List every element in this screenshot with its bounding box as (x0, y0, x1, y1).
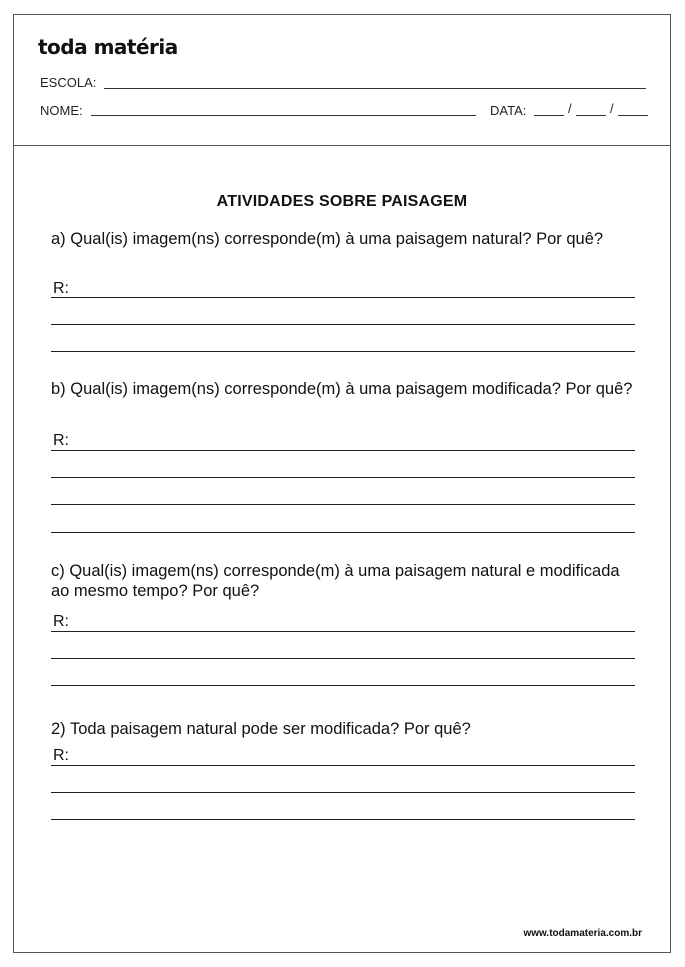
date-day-field[interactable] (534, 115, 564, 116)
answer-line[interactable] (51, 631, 635, 632)
worksheet-header (14, 15, 670, 146)
answer-line[interactable] (51, 819, 635, 820)
answer-line[interactable] (51, 351, 635, 352)
brand-logo: toda matéria (38, 35, 178, 59)
answer-line[interactable] (51, 297, 635, 298)
page-title: ATIVIDADES SOBRE PAISAGEM (216, 193, 468, 210)
answer-line[interactable] (51, 765, 635, 766)
date-year-field[interactable] (618, 115, 648, 116)
answer-label: R: (53, 747, 69, 764)
answer-line[interactable] (51, 504, 635, 505)
school-field[interactable] (104, 88, 646, 89)
answer-line[interactable] (51, 450, 635, 451)
answer-line[interactable] (51, 324, 635, 325)
date-separator: / (610, 101, 614, 116)
date-separator: / (568, 101, 572, 116)
answer-line[interactable] (51, 532, 635, 533)
worksheet-page (13, 14, 671, 953)
question-b: b) Qual(is) imagem(ns) corresponde(m) à uma paisagem modificada? Por quê? (51, 380, 633, 398)
answer-label: R: (53, 613, 69, 630)
name-field[interactable] (91, 115, 476, 116)
date-label: DATA: (490, 103, 527, 118)
question-2: 2) Toda paisagem natural pode ser modificada? Por quê? (51, 720, 471, 738)
answer-line[interactable] (51, 685, 635, 686)
answer-line[interactable] (51, 792, 635, 793)
question-c: c) Qual(is) imagem(ns) corresponde(m) à uma paisagem natural e modificada ao mesmo tempo? Por quê? (51, 562, 620, 600)
question-a: a) Qual(is) imagem(ns) corresponde(m) à uma paisagem natural? Por quê? (51, 230, 604, 248)
school-label: ESCOLA: (40, 75, 97, 90)
answer-line[interactable] (51, 477, 635, 478)
answer-label: R: (53, 280, 69, 297)
footer-url[interactable]: www.todamateria.com.br (523, 928, 642, 939)
answer-label: R: (53, 432, 69, 449)
date-month-field[interactable] (576, 115, 606, 116)
answer-line[interactable] (51, 658, 635, 659)
name-label: NOME: (40, 103, 83, 118)
